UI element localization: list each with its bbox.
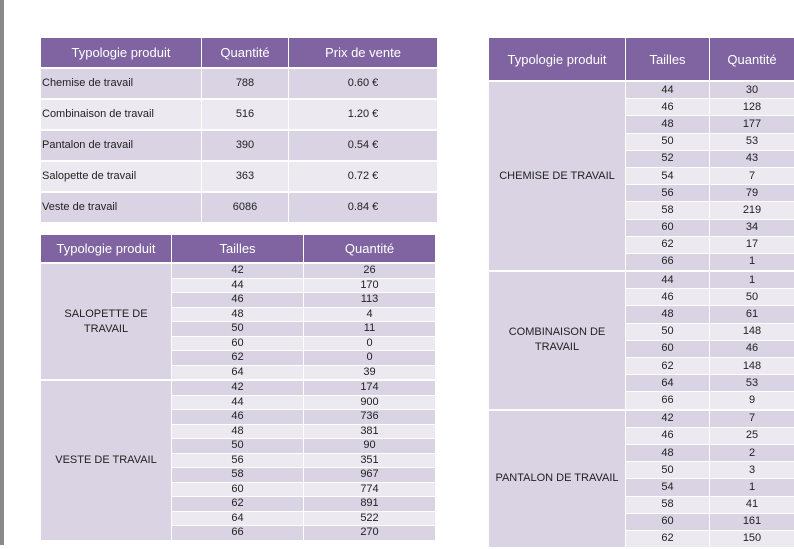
quantity-cell: 90 (304, 439, 435, 454)
quantity-cell: 148 (710, 358, 794, 375)
product-group-label: CHEMISE DE TRAVAIL (489, 82, 626, 272)
size-cell: 42 (626, 411, 710, 428)
quantity-cell: 7 (710, 168, 794, 185)
page-left-border (0, 0, 4, 545)
size-cell: 62 (626, 358, 710, 375)
product-group-label: SALOPETTE DE TRAVAIL (41, 264, 172, 381)
quantity-cell: 6086 (202, 193, 289, 224)
product-type-cell: Combinaison de travail (41, 100, 202, 131)
quantity-cell: 177 (710, 116, 794, 133)
quantity-cell: 900 (304, 396, 435, 411)
size-cell: 60 (626, 220, 710, 237)
quantity-cell: 34 (710, 220, 794, 237)
quantity-cell: 516 (202, 100, 289, 131)
size-cell: 44 (172, 396, 304, 411)
size-cell: 42 (172, 264, 304, 279)
size-cell: 50 (172, 439, 304, 454)
size-cell: 66 (172, 526, 304, 542)
size-cell: 44 (626, 82, 710, 99)
header-typologie: Typologie produit (41, 235, 172, 264)
size-cell: 46 (626, 99, 710, 116)
size-cell: 50 (626, 462, 710, 479)
size-cell: 60 (172, 337, 304, 352)
quantity-cell: 2 (710, 445, 794, 462)
quantity-cell: 4 (304, 308, 435, 323)
sizes-table-header (489, 38, 794, 82)
quantity-cell: 363 (202, 162, 289, 193)
size-cell: 62 (626, 531, 710, 549)
table-row (41, 162, 437, 193)
quantity-cell: 891 (304, 497, 435, 512)
price-cell: 0.54 € (289, 131, 437, 162)
quantity-cell: 0 (304, 351, 435, 366)
product-group-label: VESTE DE TRAVAIL (41, 381, 172, 542)
header-typologie: Typologie produit (489, 38, 626, 82)
quantity-cell: 3 (710, 462, 794, 479)
quantity-cell: 25 (710, 428, 794, 445)
size-cell: 60 (626, 341, 710, 358)
quantity-cell: 788 (202, 69, 289, 100)
table-row (489, 82, 794, 99)
quantity-cell: 50 (710, 289, 794, 306)
table-row (41, 131, 437, 162)
size-cell: 64 (172, 512, 304, 527)
header-quantite: Quantité (710, 38, 794, 82)
quantity-cell: 219 (710, 202, 794, 219)
table-row (41, 193, 437, 224)
quantity-cell: 1 (710, 272, 794, 289)
quantity-cell: 30 (710, 82, 794, 99)
size-cell: 58 (626, 497, 710, 514)
quantity-cell: 148 (710, 324, 794, 341)
quantity-cell: 351 (304, 454, 435, 469)
quantity-cell: 39 (304, 366, 435, 382)
size-cell: 62 (172, 497, 304, 512)
table-row (41, 264, 435, 279)
size-cell: 62 (172, 351, 304, 366)
quantity-cell: 390 (202, 131, 289, 162)
size-cell: 46 (172, 293, 304, 308)
size-cell: 46 (172, 410, 304, 425)
size-cell: 54 (626, 168, 710, 185)
header-tailles: Tailles (172, 235, 304, 264)
quantity-cell: 7 (710, 411, 794, 428)
quantity-cell: 967 (304, 468, 435, 483)
size-cell: 62 (626, 237, 710, 254)
size-cell: 44 (172, 279, 304, 294)
size-cell: 60 (626, 514, 710, 531)
quantity-cell: 161 (710, 514, 794, 531)
quantity-cell: 174 (304, 381, 435, 396)
product-type-cell: Salopette de travail (41, 162, 202, 193)
quantity-cell: 43 (710, 151, 794, 168)
sizes-table-left (41, 235, 435, 542)
quantity-cell: 9 (710, 392, 794, 410)
size-cell: 48 (626, 306, 710, 323)
header-quantite: Quantité (202, 38, 289, 69)
quantity-cell: 26 (304, 264, 435, 279)
quantity-cell: 170 (304, 279, 435, 294)
quantity-cell: 61 (710, 306, 794, 323)
size-cell: 48 (172, 425, 304, 440)
product-type-cell: Veste de travail (41, 193, 202, 224)
table-row (489, 411, 794, 428)
size-cell: 66 (626, 392, 710, 410)
price-cell: 1.20 € (289, 100, 437, 131)
size-cell: 54 (626, 479, 710, 496)
size-cell: 48 (626, 445, 710, 462)
table-row (41, 381, 435, 396)
quantity-cell: 11 (304, 322, 435, 337)
product-group-label: COMBINAISON DE TRAVAIL (489, 272, 626, 411)
size-cell: 46 (626, 289, 710, 306)
size-cell: 44 (626, 272, 710, 289)
quantity-cell: 150 (710, 531, 794, 549)
quantity-cell: 381 (304, 425, 435, 440)
quantity-cell: 736 (304, 410, 435, 425)
table-row (41, 69, 437, 100)
size-cell: 50 (626, 324, 710, 341)
size-cell: 58 (172, 468, 304, 483)
size-cell: 60 (172, 483, 304, 498)
size-cell: 50 (626, 134, 710, 151)
product-type-cell: Pantalon de travail (41, 131, 202, 162)
size-cell: 48 (172, 308, 304, 323)
quantity-cell: 1 (710, 254, 794, 272)
quantity-cell: 522 (304, 512, 435, 527)
quantity-cell: 79 (710, 185, 794, 202)
size-cell: 58 (626, 202, 710, 219)
header-prix: Prix de vente (289, 38, 437, 69)
size-cell: 56 (172, 454, 304, 469)
size-cell: 56 (626, 185, 710, 202)
size-cell: 64 (626, 375, 710, 392)
header-typologie: Typologie produit (41, 38, 202, 69)
quantity-cell: 113 (304, 293, 435, 308)
price-table (41, 38, 437, 224)
price-cell: 0.72 € (289, 162, 437, 193)
quantity-cell: 0 (304, 337, 435, 352)
price-cell: 0.84 € (289, 193, 437, 224)
size-cell: 48 (626, 116, 710, 133)
size-cell: 52 (626, 151, 710, 168)
price-table-header (41, 38, 437, 69)
header-quantite: Quantité (304, 235, 435, 264)
size-cell: 66 (626, 254, 710, 272)
sizes-table-right (489, 38, 794, 549)
product-group-label: PANTALON DE TRAVAIL (489, 411, 626, 549)
header-tailles: Tailles (626, 38, 710, 82)
quantity-cell: 53 (710, 134, 794, 151)
quantity-cell: 41 (710, 497, 794, 514)
quantity-cell: 1 (710, 479, 794, 496)
quantity-cell: 774 (304, 483, 435, 498)
quantity-cell: 53 (710, 375, 794, 392)
quantity-cell: 17 (710, 237, 794, 254)
table-row (41, 100, 437, 131)
sizes-table-header (41, 235, 435, 264)
table-row (489, 272, 794, 289)
size-cell: 42 (172, 381, 304, 396)
price-cell: 0.60 € (289, 69, 437, 100)
size-cell: 64 (172, 366, 304, 382)
quantity-cell: 270 (304, 526, 435, 542)
quantity-cell: 46 (710, 341, 794, 358)
quantity-cell: 128 (710, 99, 794, 116)
product-type-cell: Chemise de travail (41, 69, 202, 100)
size-cell: 50 (172, 322, 304, 337)
size-cell: 46 (626, 428, 710, 445)
